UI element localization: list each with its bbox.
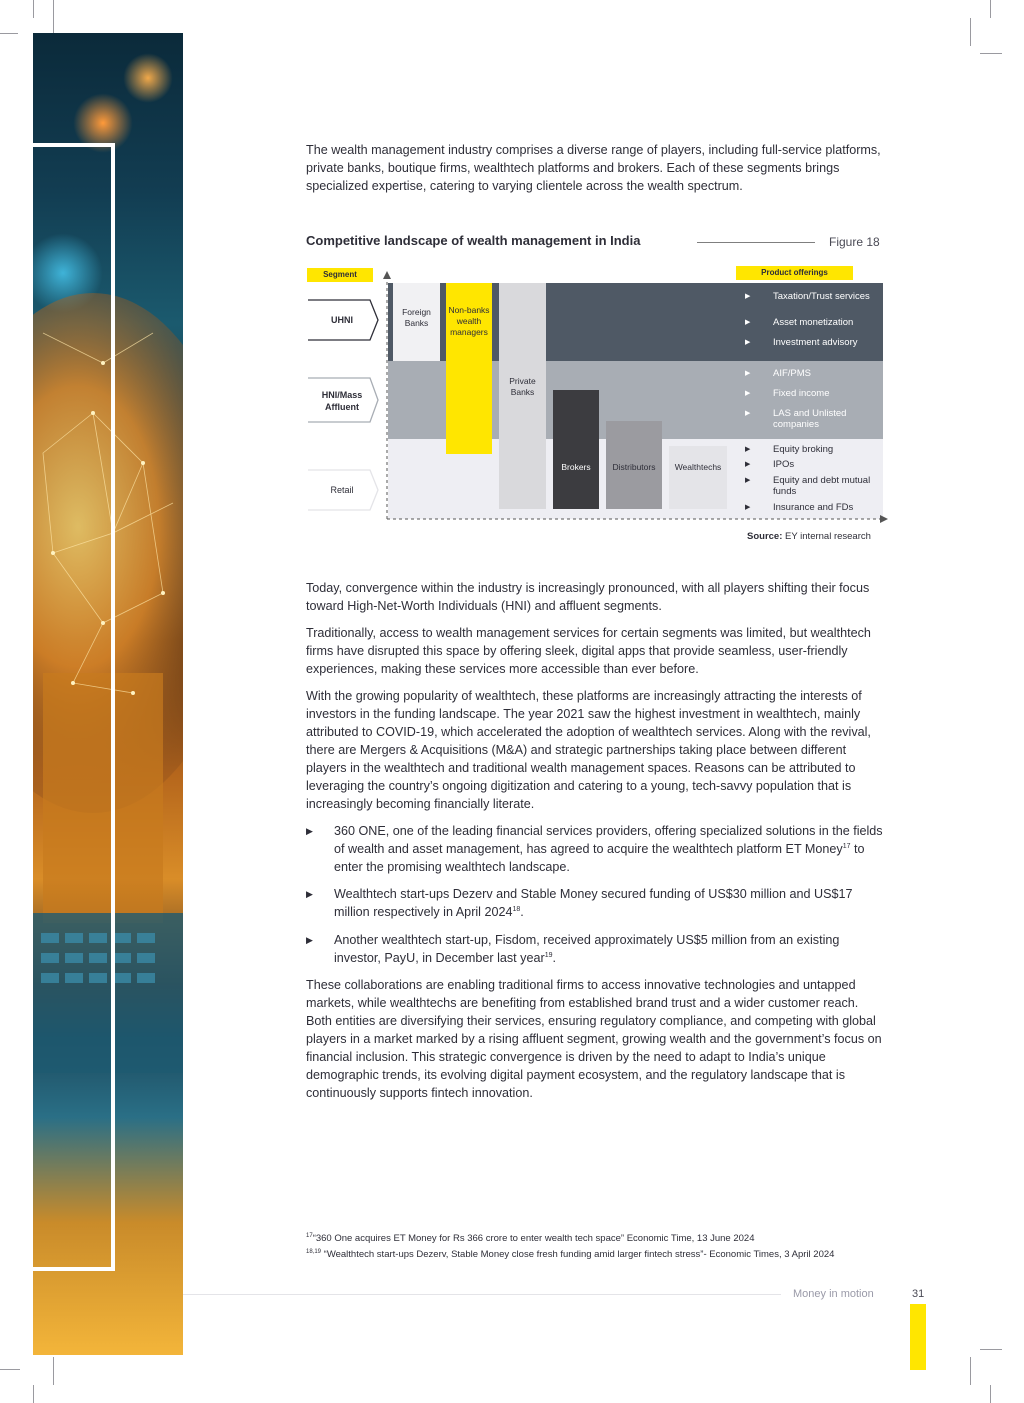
arrow-icon: ▶ bbox=[745, 390, 751, 397]
figure-title: Competitive landscape of wealth management in India bbox=[306, 233, 641, 248]
crop-mark bbox=[0, 33, 18, 34]
label-private-banks: Private Banks bbox=[509, 376, 536, 397]
footnote: $^{17}$“360 One acquires ET Money for Rs 366 crore to enter wealth tech space” Economic Time, 13 June 2024 bbox=[306, 1232, 755, 1244]
footnote: $^{18,19}$ “Wealthtech start-ups Dezerv, Stable Money close fresh funding amid larger fintech stress”- Economic Times, 3 April 2024 bbox=[306, 1248, 835, 1260]
yellow-tab bbox=[910, 1304, 926, 1370]
arrow-icon: ▶ bbox=[745, 410, 751, 417]
bar-foreign-banks bbox=[393, 283, 440, 361]
arrow-icon: ▶ bbox=[745, 477, 751, 484]
page-number: 31 bbox=[912, 1288, 925, 1300]
figure-source: Source: EY internal research bbox=[747, 531, 871, 542]
crop-mark bbox=[53, 1357, 54, 1385]
arrow-icon: ▶ bbox=[745, 370, 751, 377]
segment-hni: HNI/Mass Affluent bbox=[321, 390, 363, 412]
arrow-icon: ▶ bbox=[745, 339, 751, 346]
bar-non-banks bbox=[446, 283, 492, 454]
figure-title-rule bbox=[697, 242, 815, 243]
footer-rule bbox=[183, 1294, 781, 1295]
bar-private-banks bbox=[499, 283, 546, 509]
label-non-banks: Non-banks wealth managers bbox=[448, 305, 490, 337]
body-paragraph: With the growing popularity of wealthtech, these platforms are increasingly attracting the interests of investors in the funding landscape. The year 2021 saw the highest investment in wealthtech, mainly attributed to COVID-19, which accelerated the adoption of wealthtech services. Along with the revival, there are Mergers & Acquisitions (M&A) and strategic partnerships taking place between different players in the wealthtech and traditional wealth management spaces. Reasons can be attributed to leveraging the country’s ongoing digitization and catering to a young, tech-savvy population that is increasingly becoming financially literate. bbox=[306, 689, 871, 811]
offerings-header-badge: Product offerings bbox=[736, 266, 853, 280]
arrow-icon: ▶ bbox=[745, 446, 751, 453]
arrow-icon: ▶ bbox=[306, 826, 313, 836]
segment-header-badge: Segment bbox=[307, 268, 373, 282]
arrow-icon: ▶ bbox=[745, 319, 751, 326]
segment-retail: Retail bbox=[330, 485, 354, 495]
label-wealthtechs: Wealthtechs bbox=[674, 462, 722, 472]
crop-mark bbox=[990, 1385, 991, 1403]
crop-mark bbox=[980, 1349, 1002, 1350]
arrow-icon: ▶ bbox=[306, 889, 313, 899]
segment-uhni: UHNI bbox=[331, 315, 353, 325]
crop-mark bbox=[970, 18, 971, 46]
arrow-icon: ▶ bbox=[306, 935, 313, 945]
footer-label: Money in motion bbox=[793, 1288, 874, 1300]
arrow-icon: ▶ bbox=[745, 293, 751, 300]
crop-mark bbox=[990, 0, 991, 18]
arrow-icon: ▶ bbox=[745, 504, 751, 511]
crop-mark bbox=[980, 53, 1002, 54]
body-paragraph: Today, convergence within the industry is increasingly pronounced, with all players shifting their focus toward High-Net-Worth Individuals (HNI) and affluent segments. bbox=[306, 581, 870, 613]
figure-number: Figure 18 bbox=[829, 235, 880, 249]
bar-distributors bbox=[606, 421, 662, 509]
crop-mark bbox=[33, 0, 34, 18]
label-foreign-banks: Foreign Banks bbox=[402, 307, 431, 328]
body-paragraph: Traditionally, access to wealth management services for certain segments was limited, but wealthtech firms have disrupted this space by offering sleek, digital apps that provide seamless, user-friendly experiences, making these services more accessible than ever before. bbox=[306, 626, 871, 676]
crop-mark bbox=[0, 1369, 20, 1370]
hero-lightbulb-image bbox=[33, 33, 183, 1355]
body-paragraph: These collaborations are enabling traditional firms to access innovative technologies and untapped markets, while wealthtechs are benefiting from established brand trust and a wider customer reach. Both entities are diversifying their services, ensuring regulatory compliance, and competing with global players in a market marked by a rising affluent segment, growing wealth and the government’s focus on financial inclusion. This strategic convergence is driven by the need to adapt to India’s unique demographic trends, its evolving digital payment ecosystem, and the regulatory landscape that is continuously supports fintech innovation. bbox=[306, 978, 882, 1100]
label-distributors: Distributors bbox=[612, 462, 656, 472]
label-brokers: Brokers bbox=[561, 462, 591, 472]
intro-paragraph: The wealth management industry comprises a diverse range of players, including full-service platforms, private banks, boutique firms, wealthtech platforms and brokers. Each of these segments brings specialized expertise, catering to varying clientele across the wealth spectrum. bbox=[306, 143, 881, 193]
bar-brokers bbox=[553, 390, 599, 509]
white-frame-line bbox=[33, 143, 115, 1271]
crop-mark bbox=[970, 1357, 971, 1385]
arrow-icon: ▶ bbox=[745, 461, 751, 468]
bar-wealthtechs bbox=[669, 446, 727, 509]
crop-mark bbox=[33, 1385, 34, 1403]
